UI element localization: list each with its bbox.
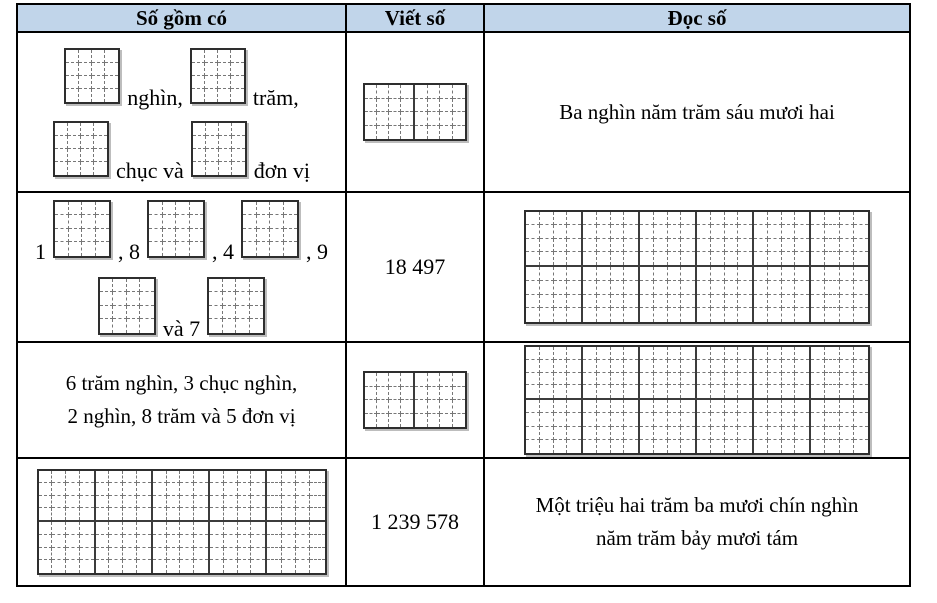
table-row-3 bbox=[17, 342, 910, 458]
number-composition-answer-grid[interactable] bbox=[37, 469, 327, 575]
header-row bbox=[17, 4, 910, 32]
write-number-value-row4: 1 239 578 bbox=[371, 508, 459, 534]
answer-box-place-3[interactable] bbox=[241, 200, 299, 258]
unit-label-hundreds: trăm, bbox=[252, 84, 299, 110]
table-row-2 bbox=[17, 192, 910, 342]
row1-composition-cell bbox=[17, 32, 346, 192]
write-number-answer-box-row1[interactable] bbox=[363, 83, 467, 141]
row3-write-number-cell bbox=[346, 342, 484, 458]
answer-box-place-1[interactable] bbox=[53, 200, 111, 258]
composition-text-line1: 6 trăm nghìn, 3 chục nghìn, bbox=[65, 371, 298, 396]
answer-box-place-2[interactable] bbox=[147, 200, 205, 258]
answer-box-hundreds[interactable] bbox=[190, 48, 246, 104]
row2-composition-cell bbox=[17, 192, 346, 342]
read-number-answer-grid-row3[interactable] bbox=[524, 345, 870, 455]
unit-label-units: đơn vị bbox=[253, 157, 311, 183]
read-number-text-line1: Một triệu hai trăm ba mươi chín nghìn bbox=[535, 493, 859, 518]
read-number-text-line2: năm trăm bảy mươi tám bbox=[595, 526, 799, 550]
digit-text-3: , 4 bbox=[212, 238, 234, 264]
digit-text-1: 1 bbox=[35, 238, 46, 264]
digit-text-4: , 9 bbox=[306, 238, 328, 264]
table-row-1 bbox=[17, 32, 910, 192]
write-number-answer-box-row3[interactable] bbox=[363, 371, 467, 429]
row2-write-number-cell bbox=[346, 192, 484, 342]
answer-box-thousands[interactable] bbox=[64, 48, 120, 104]
write-number-value-row2: 18 497 bbox=[384, 253, 446, 279]
unit-label-thousands: nghìn, bbox=[127, 84, 183, 110]
answer-box-tens[interactable] bbox=[53, 121, 109, 177]
answer-box-place-4[interactable] bbox=[98, 277, 156, 335]
digit-text-2: , 8 bbox=[118, 238, 140, 264]
header-viet-so: Viết số bbox=[346, 4, 484, 32]
unit-label-tens: chục và bbox=[115, 157, 184, 183]
row3-read-number-cell bbox=[484, 342, 910, 458]
row1-write-number-cell bbox=[346, 32, 484, 192]
row4-read-number-cell bbox=[484, 458, 910, 586]
row1-read-number-cell bbox=[484, 32, 910, 192]
read-number-text-row1: Ba nghìn năm trăm sáu mươi hai bbox=[559, 99, 835, 124]
row2-read-number-cell bbox=[484, 192, 910, 342]
composition-text-line2: 2 nghìn, 8 trăm và 5 đơn vị bbox=[67, 404, 296, 428]
row3-composition-cell bbox=[17, 342, 346, 458]
table-row-4 bbox=[17, 458, 910, 586]
answer-box-place-5[interactable] bbox=[207, 277, 265, 335]
header-so-gom-co: Số gồm có bbox=[17, 4, 346, 32]
worksheet-table bbox=[16, 3, 911, 587]
row4-composition-cell bbox=[17, 458, 346, 586]
row4-write-number-cell bbox=[346, 458, 484, 586]
read-number-answer-grid-row2[interactable] bbox=[524, 210, 870, 324]
header-doc-so: Đọc số bbox=[484, 4, 910, 32]
answer-box-units[interactable] bbox=[191, 121, 247, 177]
digit-text-5: và 7 bbox=[162, 315, 201, 341]
